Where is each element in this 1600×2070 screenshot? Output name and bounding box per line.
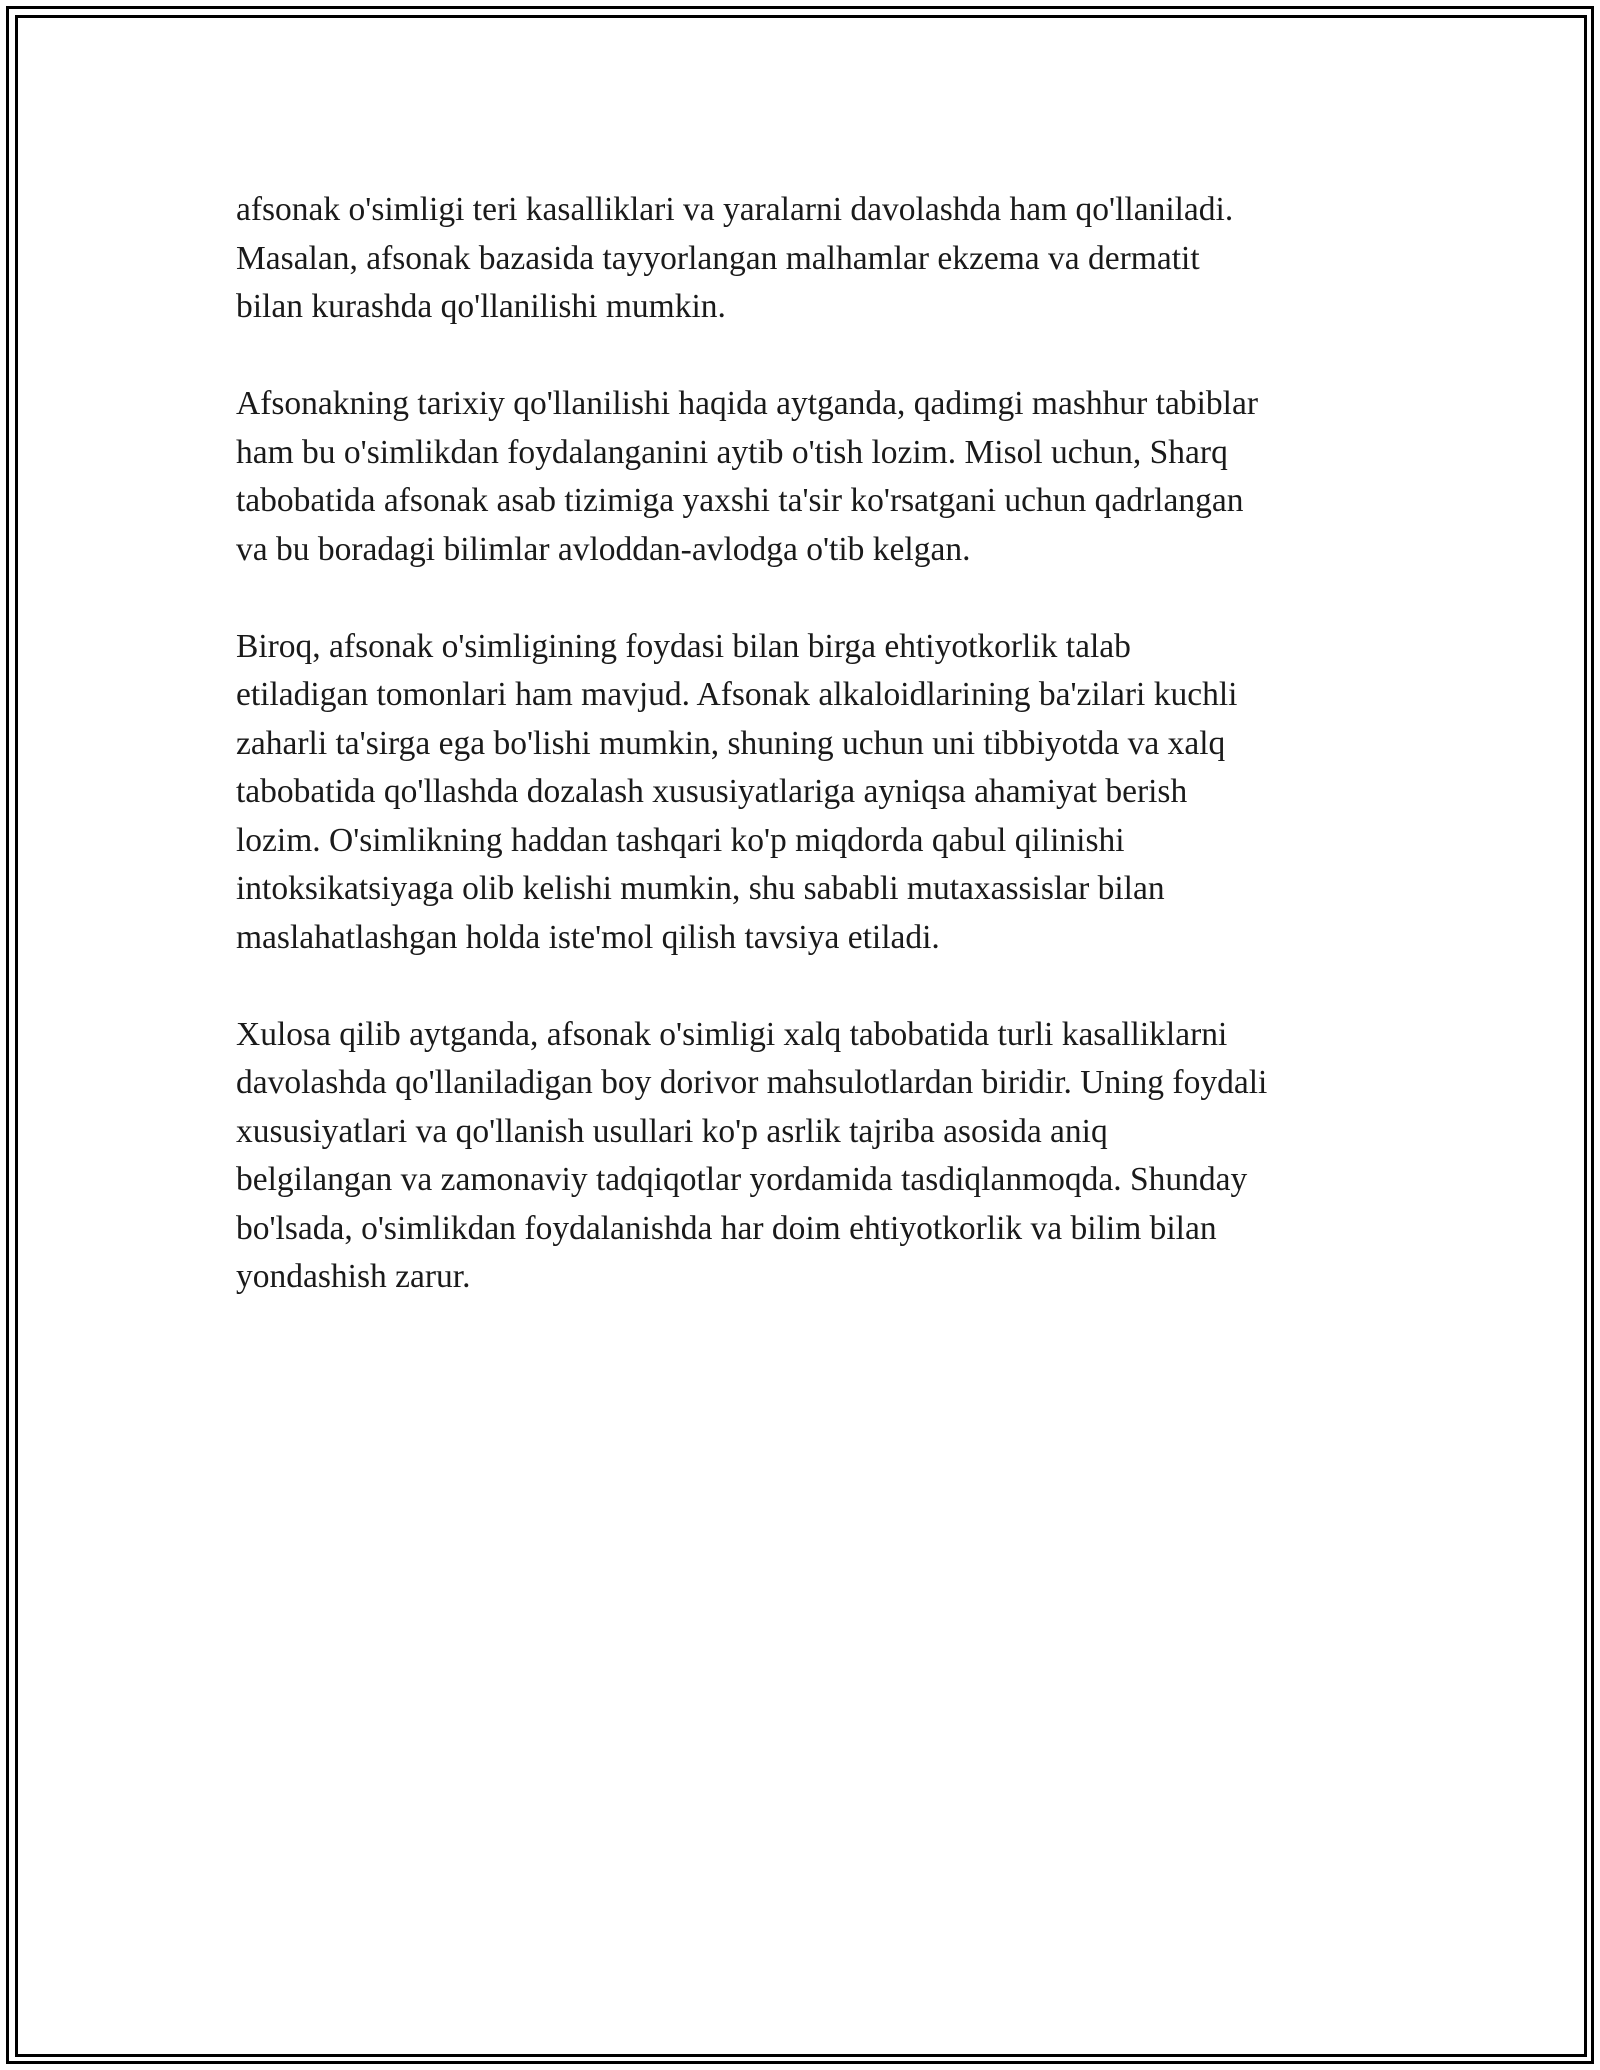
text-line: intoksikatsiyaga olib kelishi mumkin, shu sababli mutaxassislar bilan [236, 870, 1165, 907]
text-line: tabobatida afsonak asab tizimiga yaxshi ta'sir ko'rsatgani uchun qadrlangan [236, 482, 1244, 519]
text-line: yondashish zarur. [236, 1258, 471, 1295]
text-line: Biroq, afsonak o'simligining foydasi bilan birga ehtiyotkorlik talab [236, 627, 1131, 665]
document-body [236, 186, 1386, 1350]
text-line: Afsonakning tarixiy qo'llanilishi haqida aytganda, qadimgi mashhur tabiblar [236, 385, 1258, 422]
paragraph-1 [236, 186, 1386, 332]
text-line: lozim. O'simlikning haddan tashqari ko'p miqdorda qabul qilinishi [236, 821, 1125, 859]
text-line: Xulosa qilib aytganda, afsonak o'simligi xalq tabobatida turli kasalliklarni [236, 1015, 1228, 1053]
text-line: zaharli ta'sirga ega bo'lishi mumkin, shuning uchun uni tibbiyotda va xalq [236, 724, 1226, 762]
paragraph-2 [236, 380, 1386, 574]
text-line: xususiyatlari va qo'llanish usullari ko'p asrlik tajriba asosida aniq [236, 1112, 1108, 1150]
text-line: va bu boradagi bilimlar avloddan-avlodga o'tib kelgan. [236, 530, 971, 568]
paragraph-4 [236, 1011, 1386, 1302]
text-line: bilan kurashda qo'llanilishi mumkin. [236, 288, 726, 325]
text-line: maslahatlashgan holda iste'mol qilish tavsiya etiladi. [236, 918, 940, 956]
paragraph-3 [236, 623, 1386, 963]
text-line: belgilangan va zamonaviy tadqiqotlar yordamida tasdiqlanmoqda. Shunday [236, 1161, 1248, 1198]
text-line: Masalan, afsonak bazasida tayyorlangan malhamlar ekzema va dermatit [236, 239, 1200, 277]
text-line: afsonak o'simligi teri kasalliklari va yaralarni davolashda ham qo'llaniladi. [236, 191, 1234, 228]
text-line: bo'lsada, o'simlikdan foydalanishda har doim ehtiyotkorlik va bilim bilan [236, 1209, 1217, 1247]
text-line: tabobatida qo'llashda dozalash xususiyatlariga ayniqsa ahamiyat berish [236, 773, 1188, 810]
text-line: etiladigan tomonlari ham mavjud. Afsonak alkaloidlarining ba'zilari kuchli [236, 676, 1238, 713]
text-line: davolashda qo'llaniladigan boy dorivor mahsulotlardan biridir. Uning foydali [236, 1064, 1268, 1101]
text-line: ham bu o'simlikdan foydalanganini aytib o'tish lozim. Misol uchun, Sharq [236, 433, 1228, 471]
